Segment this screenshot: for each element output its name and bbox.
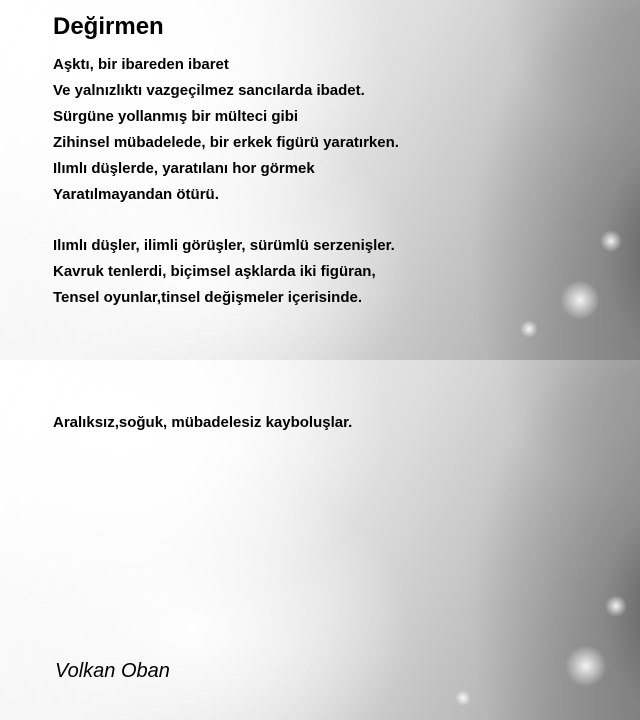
poem-line: Ilımlı düşlerde, yaratılanı hor görmek: [53, 160, 315, 177]
poem-line: Sürgüne yollanmış bir mülteci gibi: [53, 108, 299, 125]
poem-line: Yaratılmayandan ötürü.: [53, 186, 219, 203]
poem-line: Tensel oyunlar,tinsel değişmeler içerisinde.: [53, 289, 363, 306]
poem-line: Kavruk tenlerdi, biçimsel aşklarda iki figüran,: [53, 263, 376, 280]
poem-line: Aşktı, bir ibareden ibaret: [53, 56, 229, 73]
poem-stanza: [53, 233, 395, 311]
poem-line: Aralıksız,soğuk, mübadelesiz kayboluşlar.: [53, 414, 353, 431]
poem-title: Değirmen: [53, 13, 164, 40]
poem-card-bottom: [0, 360, 640, 720]
poem-stanza: [53, 52, 399, 208]
poem-stanza: [53, 410, 352, 436]
poem-line: Zihinsel mübadelede, bir erkek figürü yaratırken.: [53, 134, 399, 151]
sparkle-decoration: [520, 320, 538, 338]
sparkle-decoration: [600, 230, 622, 252]
sparkle-decoration: [560, 280, 600, 320]
poem-author: Volkan Oban: [55, 660, 170, 682]
poem-line: Ilımlı düşler, ilimli görüşler, sürümlü serzenişler.: [53, 237, 395, 254]
poem-line: Ve yalnızlıktı vazgeçilmez sancılarda ibadet.: [53, 82, 365, 99]
sparkle-decoration: [605, 595, 627, 617]
sparkle-decoration: [455, 690, 471, 706]
sparkle-decoration: [565, 645, 607, 687]
